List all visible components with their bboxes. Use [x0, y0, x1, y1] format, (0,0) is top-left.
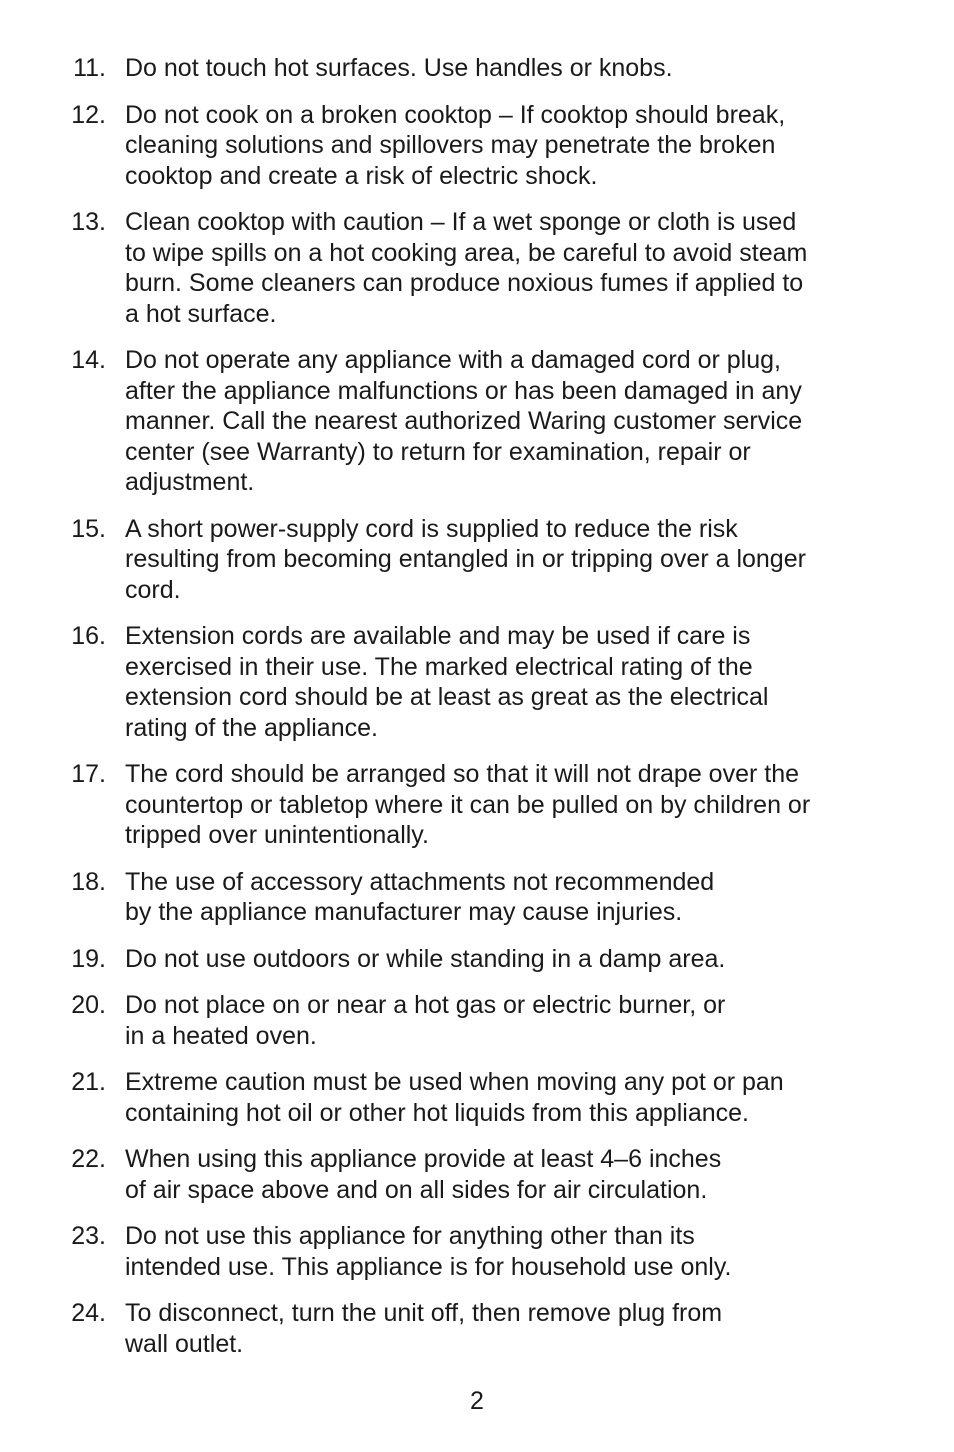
item-text: To disconnect, turn the unit off, then remove plug from wall outlet. — [125, 1299, 723, 1358]
list-item — [60, 207, 890, 329]
item-text: The use of accessory attachments not recommended by the appliance manufacturer may cause injuries. — [125, 867, 715, 926]
item-text: Do not cook on a broken cooktop – If cooktop should break, cleaning solutions and spillovers may penetrate the broken cooktop and create a risk of electric shock. — [125, 100, 786, 190]
item-number: 12. — [71, 100, 106, 129]
item-text: Do not operate any appliance with a damaged cord or plug, after the appliance malfunctions or has been damaged in any manner. Call the nearest authorized Waring customer service center (see Warranty) to return for examination, repair or adjustment. — [125, 346, 803, 496]
list-item — [60, 100, 890, 192]
list-item — [60, 990, 890, 1051]
item-text: Do not use this appliance for anything other than its intended use. This appliance is for household use only. — [125, 1222, 732, 1281]
list-item — [60, 759, 890, 851]
item-number: 22. — [71, 1145, 106, 1173]
item-number: 21. — [71, 1068, 106, 1096]
list-item — [60, 1067, 890, 1128]
item-text: Do not touch hot surfaces. Use handles or knobs. — [125, 54, 673, 82]
item-number: 15. — [71, 514, 106, 543]
list-item — [60, 621, 890, 743]
item-number: 16. — [71, 622, 106, 650]
item-number: 24. — [71, 1299, 106, 1327]
item-number: 11. — [73, 54, 106, 82]
item-number: 18. — [71, 867, 106, 896]
list-item — [60, 514, 890, 606]
list-item — [60, 1144, 890, 1205]
item-number: 17. — [71, 760, 106, 788]
list-item — [60, 1298, 890, 1359]
list-item — [60, 53, 890, 84]
page-number: 2 — [470, 1387, 484, 1415]
safety-instructions-list — [60, 53, 890, 1375]
item-text: The cord should be arranged so that it will not drape over the countertop or tabletop where it can be pulled on by children or tripped over unintentionally. — [125, 760, 811, 849]
list-item — [60, 1221, 890, 1282]
list-item — [60, 345, 890, 498]
list-item — [60, 867, 890, 928]
item-number: 14. — [71, 346, 106, 374]
item-text: A short power-supply cord is supplied to reduce the risk resulting from becoming entangled in or tripping over a longer cord. — [125, 514, 806, 604]
item-number: 19. — [71, 944, 106, 973]
item-number: 20. — [71, 991, 106, 1019]
item-text: When using this appliance provide at least 4–6 inches of air space above and on all sides for air circulation. — [125, 1145, 722, 1204]
item-number: 23. — [71, 1222, 106, 1250]
item-text: Do not place on or near a hot gas or electric burner, or in a heated oven. — [125, 991, 726, 1050]
item-text: Clean cooktop with caution – If a wet sponge or cloth is used to wipe spills on a hot cooking area, be careful to avoid steam burn. Some cleaners can produce noxious fumes if applied to a hot surface. — [125, 208, 808, 328]
item-text: Do not use outdoors or while standing in a damp area. — [125, 944, 726, 973]
item-text: Extension cords are available and may be used if care is exercised in their use. The marked electrical rating of the extension cord should be at least as great as the electrical rating of the appliance. — [125, 622, 769, 742]
item-text: Extreme caution must be used when moving any pot or pan containing hot oil or other hot liquids from this appliance. — [125, 1068, 784, 1127]
list-item — [60, 944, 890, 975]
item-number: 13. — [71, 208, 106, 236]
